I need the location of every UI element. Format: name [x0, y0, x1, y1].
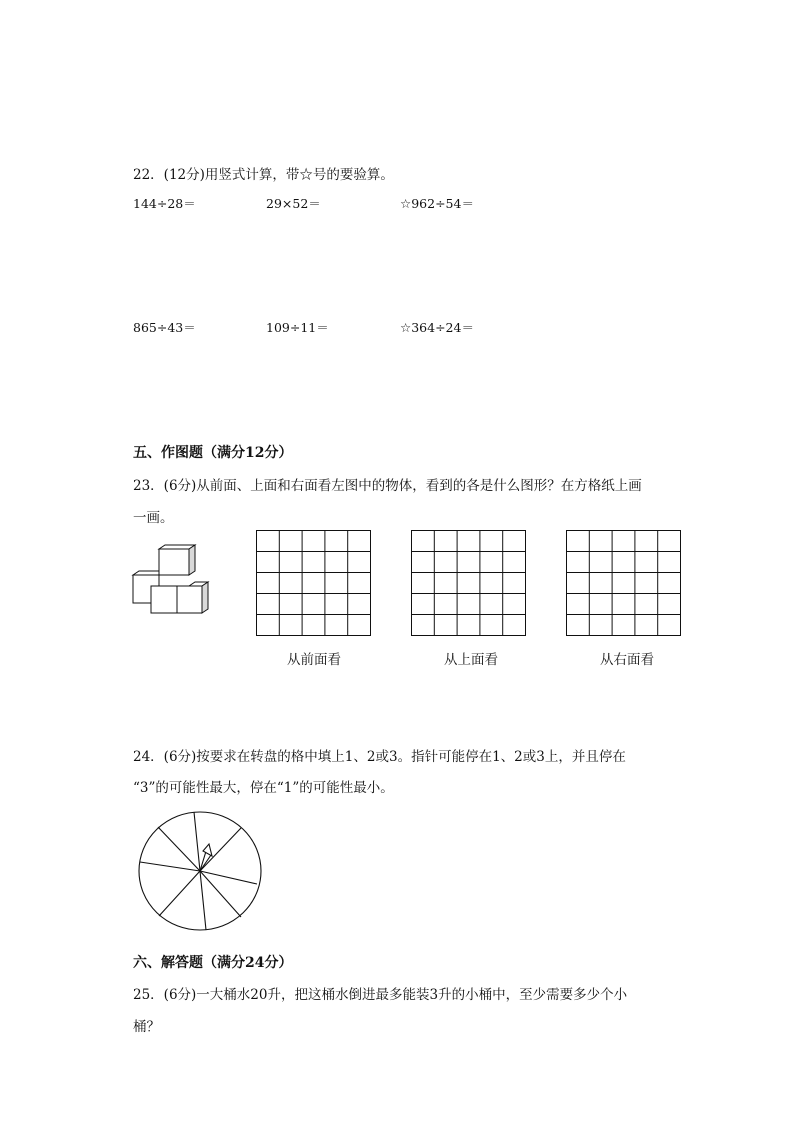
- q24-prompt-line2: “3”的可能性最大，停在“1”的可能性最小。: [133, 780, 394, 796]
- grid-right[interactable]: [566, 530, 682, 636]
- spinner-pointer-icon: [200, 844, 212, 871]
- calc-item: 29×52＝: [266, 196, 321, 211]
- grid-caption-right: 从右面看: [600, 652, 654, 668]
- calc-item: 109÷11＝: [266, 320, 329, 335]
- q22-prompt: 22．(12分)用竖式计算，带☆号的要验算。: [133, 167, 394, 183]
- cube-figure: [130, 545, 220, 620]
- grid-front[interactable]: [256, 530, 372, 636]
- calc-item: ☆962÷54＝: [400, 196, 474, 211]
- q23-prompt-line1: 23．(6分)从前面、上面和右面看左图中的物体，看到的各是什么图形？在方格纸上画: [133, 478, 642, 494]
- spinner-wheel[interactable]: [137, 808, 263, 934]
- grid-caption-top: 从上面看: [444, 652, 498, 668]
- grid-top[interactable]: [411, 530, 527, 636]
- q25-prompt-line2: 桶？: [133, 1019, 160, 1035]
- section-title: 六、解答题（满分24分）: [133, 955, 293, 971]
- calc-item: 865÷43＝: [133, 320, 196, 335]
- q25-prompt-line1: 25．(6分)一大桶水20升，把这桶水倒进最多能装3升的小桶中，至少需要多少个小: [133, 987, 628, 1003]
- q24-prompt-line1: 24．(6分)按要求在转盘的格中填上1、2或3。指针可能停在1、2或3上，并且停在: [133, 749, 626, 765]
- calc-item: 144÷28＝: [133, 196, 196, 211]
- grid-caption-front: 从前面看: [287, 652, 341, 668]
- calc-item: ☆364÷24＝: [400, 320, 474, 335]
- section-title: 五、作图题（满分12分）: [133, 445, 293, 461]
- q23-prompt-line2: 一画。: [133, 510, 174, 526]
